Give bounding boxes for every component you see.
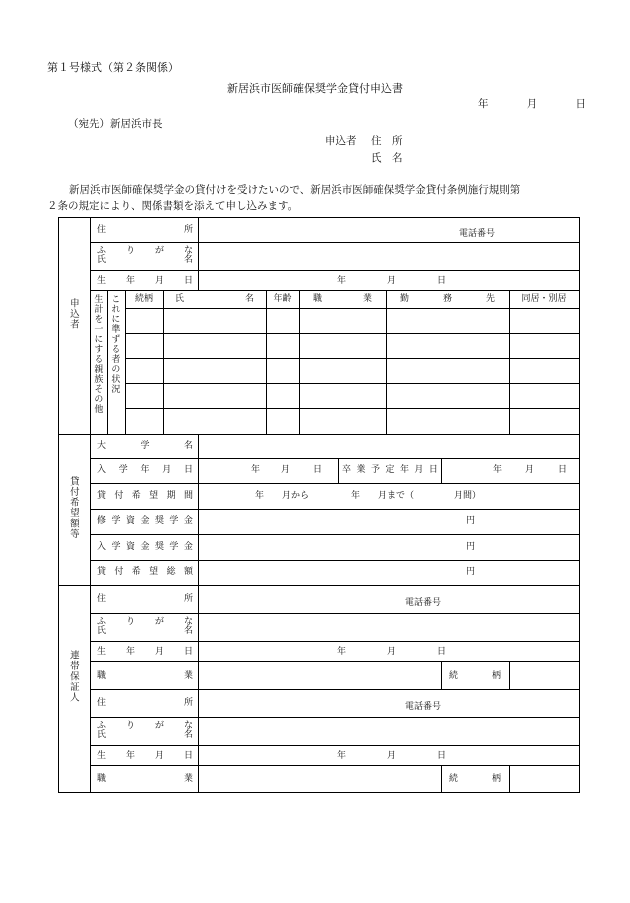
period-from: 年 月から <box>255 490 310 501</box>
period-to: 年 月まで（ <box>351 490 415 501</box>
total-yen: 円 <box>466 567 476 577</box>
date-day-label: 日 <box>575 98 586 110</box>
loan-tuition-field: 修 学 資 金 奨 学 金 <box>97 516 193 526</box>
applicant-phone-label: 電話番号 <box>459 228 496 239</box>
date-month-label: 月 <box>526 98 538 110</box>
form-number: 第１号様式（第２条関係） <box>47 61 179 74</box>
enrollment-month: 月 <box>281 465 291 475</box>
loan-admission-field: 入 学 資 金 奨 学 金 <box>97 541 193 552</box>
household-label-2: これに準ずる者の状況 <box>109 294 120 394</box>
graduation-month: 月 <box>525 465 535 475</box>
family-col-workplace: 勤 務 先 <box>400 293 495 304</box>
applicant-birth-day: 日 <box>437 275 447 286</box>
graduation-day: 日 <box>558 465 568 475</box>
guarantor2-birth-year: 年 <box>337 750 347 761</box>
guarantor2-phone-label: 電話番号 <box>405 701 442 712</box>
family-col-occupation: 職 業 <box>313 293 372 304</box>
loan-total-field: 貸 付 希 望 総 額 <box>97 567 193 577</box>
application-form-table <box>58 217 580 793</box>
applicant-address-label: 住 所 <box>371 135 403 147</box>
address-char-1: 住 <box>97 224 107 235</box>
guarantor2-occupation-field: 職 業 <box>97 774 193 784</box>
family-col-age: 年齢 <box>273 293 292 304</box>
guarantor1-birth-year: 年 <box>337 646 347 657</box>
guarantor2-birth-day: 日 <box>437 750 447 761</box>
guarantor1-furigana-name-field: ふ り が な 氏 名 <box>97 617 193 636</box>
applicant-birthdate-field: 生 年 月 日 <box>97 275 193 286</box>
loan-university-field: 大 学 名 <box>97 440 193 451</box>
applicant-name-label: 氏 名 <box>371 151 403 164</box>
guarantor1-birth-month: 月 <box>387 646 397 657</box>
applicant-address-field <box>97 220 193 240</box>
guarantor2-address-field: 住 所 <box>97 697 193 708</box>
application-date <box>478 99 586 110</box>
section-loan: 貸付希望額等 <box>67 476 79 539</box>
tuition-yen: 円 <box>466 516 476 526</box>
guarantor1-address-field: 住 所 <box>97 593 193 604</box>
admission-yen: 円 <box>466 541 476 552</box>
guarantor1-birth-day: 日 <box>437 646 447 657</box>
enrollment-day: 日 <box>313 465 323 475</box>
document-title: 新居浜市医師確保奨学金貸付申込書 <box>227 82 403 95</box>
guarantor2-furigana-name-field: ふ り が な 氏 名 <box>97 721 193 740</box>
guarantor2-relationship-field: 続 柄 <box>449 774 501 784</box>
guarantor1-phone-label: 電話番号 <box>405 597 442 608</box>
statement-line-1: 新居浜市医師確保奨学金の貸付けを受けたいので、新居浜市医師確保奨学金貸付条例施行規則第 <box>69 184 521 196</box>
applicant-label: 申込者 <box>325 135 357 147</box>
section-guarantor: 連帯保証人 <box>67 650 79 703</box>
graduation-year: 年 <box>493 465 503 475</box>
family-col-name: 氏 名 <box>175 293 254 304</box>
guarantor2-birth-month: 月 <box>387 750 397 761</box>
applicant-signature-block <box>325 136 403 163</box>
family-col-relationship: 続柄 <box>134 293 153 304</box>
loan-graduation-field: 卒 業 予 定 年 月 日 <box>342 465 438 475</box>
application-statement <box>47 182 587 214</box>
guarantor2-birthdate-field: 生 年 月 日 <box>97 750 193 761</box>
family-col-cohabitation: 同居・別居 <box>521 293 567 304</box>
guarantor1-occupation-field: 職 業 <box>97 670 193 681</box>
guarantor1-birthdate-field: 生 年 月 日 <box>97 646 193 657</box>
enrollment-year: 年 <box>251 465 261 475</box>
applicant-birth-year: 年 <box>337 275 347 286</box>
applicant-birth-month: 月 <box>387 275 397 286</box>
addressee: （宛先）新居浜市長 <box>68 118 163 130</box>
applicant-furigana-name-field: ふ り が な 氏 名 <box>97 246 193 265</box>
guarantor1-relationship-field: 続 柄 <box>449 670 501 681</box>
date-year-label: 年 <box>478 98 489 110</box>
household-label-1: 生計を一にする親族その他 <box>92 294 103 414</box>
loan-enrollment-field: 入 学 年 月 日 <box>97 465 193 475</box>
statement-line-2: ２条の規定により、関係書類を添えて申し込みます。 <box>47 200 299 212</box>
period-months: 月間） <box>454 490 482 501</box>
address-char-2: 所 <box>183 224 193 235</box>
section-applicant: 申込者 <box>67 298 79 330</box>
loan-period-field: 貸 付 希 望 期 間 <box>97 490 193 501</box>
